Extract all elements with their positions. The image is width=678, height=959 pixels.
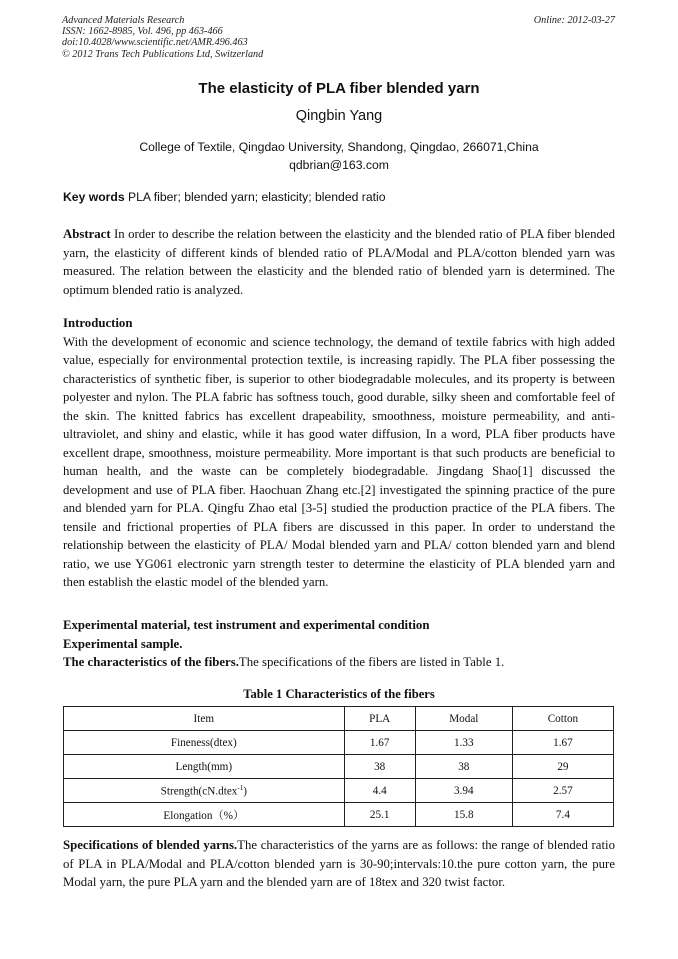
- table-cell: 7.4: [512, 803, 613, 827]
- affiliation: College of Textile, Qingdao University, Shandong, Qingdao, 266071,China: [139, 140, 539, 154]
- table-cell-strength: [64, 779, 345, 803]
- table-row: [64, 803, 614, 827]
- table-row: [64, 731, 614, 755]
- specifications-paragraph: [63, 836, 615, 892]
- author-email: qdbrian@163.com: [289, 158, 389, 172]
- table-cell: 15.8: [415, 803, 512, 827]
- table-row: [64, 779, 614, 803]
- table-cell: Fineness(dtex): [64, 731, 345, 755]
- journal-header: [62, 15, 263, 60]
- table-header-cell: Item: [64, 707, 345, 731]
- strength-close: ): [243, 785, 247, 798]
- abstract-text: In order to describe the relation between the elasticity and the blended ratio of PLA fiber blended yarn, the elasticity of different kinds of blended ratio of PLA/Modal and PLA/cotton blended yarn was measured. The relation between the elasticity and the blended ratio of blended yarn is determined. The optimum blended ratio is analyzed.: [63, 227, 615, 297]
- specs-text: The characteristics of the yarns are as follows: the range of blended ratio of PLA in PLA/Modal and PLA/cotton blended yarn is 30-90;intervals:10.the pure cotton yarn, the pure Modal yarn, the pure PLA yarn and the blended yarn are of 18tex and 320 twist factor.: [63, 838, 615, 889]
- introduction-heading: Introduction: [63, 316, 133, 330]
- fiber-characteristics-table: [63, 706, 614, 827]
- table-cell: Length(mm): [64, 755, 345, 779]
- table-header-cell: PLA: [344, 707, 415, 731]
- table-header-cell: Modal: [415, 707, 512, 731]
- fibers-text: The specifications of the fibers are listed in Table 1.: [238, 655, 505, 669]
- keywords: [63, 190, 385, 204]
- author-name: Qingbin Yang: [295, 108, 383, 124]
- abstract: [63, 225, 615, 299]
- strength-superscript: -1: [237, 783, 244, 792]
- fibers-label: The characteristics of the fibers.: [63, 655, 239, 669]
- keywords-text: PLA fiber; blended yarn; elasticity; blended ratio: [124, 190, 386, 204]
- table-header-row: [64, 707, 614, 731]
- experimental-sample-heading: Experimental sample.: [63, 636, 183, 651]
- table-cell: 25.1: [344, 803, 415, 827]
- fibers-paragraph: [63, 653, 615, 672]
- affiliation-block: [0, 138, 678, 174]
- keywords-label: Key words: [63, 190, 125, 204]
- introduction-section: [63, 314, 615, 592]
- experimental-heading: Experimental material, test instrument and experimental condition: [63, 618, 430, 632]
- table-cell: 38: [344, 755, 415, 779]
- issn-line: ISSN: 1662-8985, Vol. 496, pp 463-466: [62, 26, 223, 38]
- online-date: Online: 2012-03-27: [533, 15, 615, 26]
- table-row: [64, 755, 614, 779]
- copyright-line: © 2012 Trans Tech Publications Ltd, Switzerland: [62, 48, 264, 60]
- specs-label: Specifications of blended yarns.: [63, 838, 238, 852]
- table-cell: 1.67: [512, 731, 613, 755]
- strength-label: Strength(cN.dtex: [160, 785, 238, 798]
- introduction-text: With the development of economic and science technology, the demand of textile fabrics with high added value, especially for environmental protection textile, is increasing rapidly. The PLA fiber possessing the characteristics of synthetic fiber, is superior to other biodegradable molecules, and its property is between polyester and nylon. The PLA fabric has softness touch, good durable, silky sheen and comfortable feel of the skin. The knitted fabrics has excellent drapeability, smoothness, moisture permeability, and anti-ultraviolet, and shiny and elastic, while it has good water diffusion, In a word, PLA fiber products have excellent drape, smoothness, moisture permeability. More important is that such products are beneficial to human health, and the waste can be completely biodegradable. Jingdang Shao[1] discussed the development and use of PLA fiber. Haochuan Zhang etc.[2] investigated the spinning practice of the pure and blended yarn for PLA. Qingfu Zhao etal [3-5] studied the production practice of the PLA fibers. The tensile and frictional properties of PLA fibers are discussed in this paper. In order to understand the relationship between the elasticity of PLA/ Modal blended yarn and PLA/ cotton blended yarn and blend ratio, we use YG061 electronic yarn strength tester to determine the elasticity of PLA blended yarn and then establish the elastic model of the blended yarn.: [63, 334, 615, 589]
- table-cell: 3.94: [415, 779, 512, 803]
- table-title: Table 1 Characteristics of the fibers: [243, 687, 435, 701]
- experimental-section: [63, 616, 615, 672]
- paper-title: The elasticity of PLA fiber blended yarn: [198, 80, 480, 97]
- abstract-label: Abstract: [63, 227, 111, 241]
- journal-name: Advanced Materials Research: [62, 15, 185, 26]
- table-cell: 29: [512, 755, 613, 779]
- doi-line: doi:10.4028/www.scientific.net/AMR.496.463: [62, 37, 248, 49]
- table-cell: 1.67: [344, 731, 415, 755]
- table-cell: 2.57: [512, 779, 613, 803]
- table-cell: Elongation（%）: [64, 803, 345, 827]
- table-cell: 38: [415, 755, 512, 779]
- table-cell: 4.4: [344, 779, 415, 803]
- table-cell: 1.33: [415, 731, 512, 755]
- table-header-cell: Cotton: [512, 707, 613, 731]
